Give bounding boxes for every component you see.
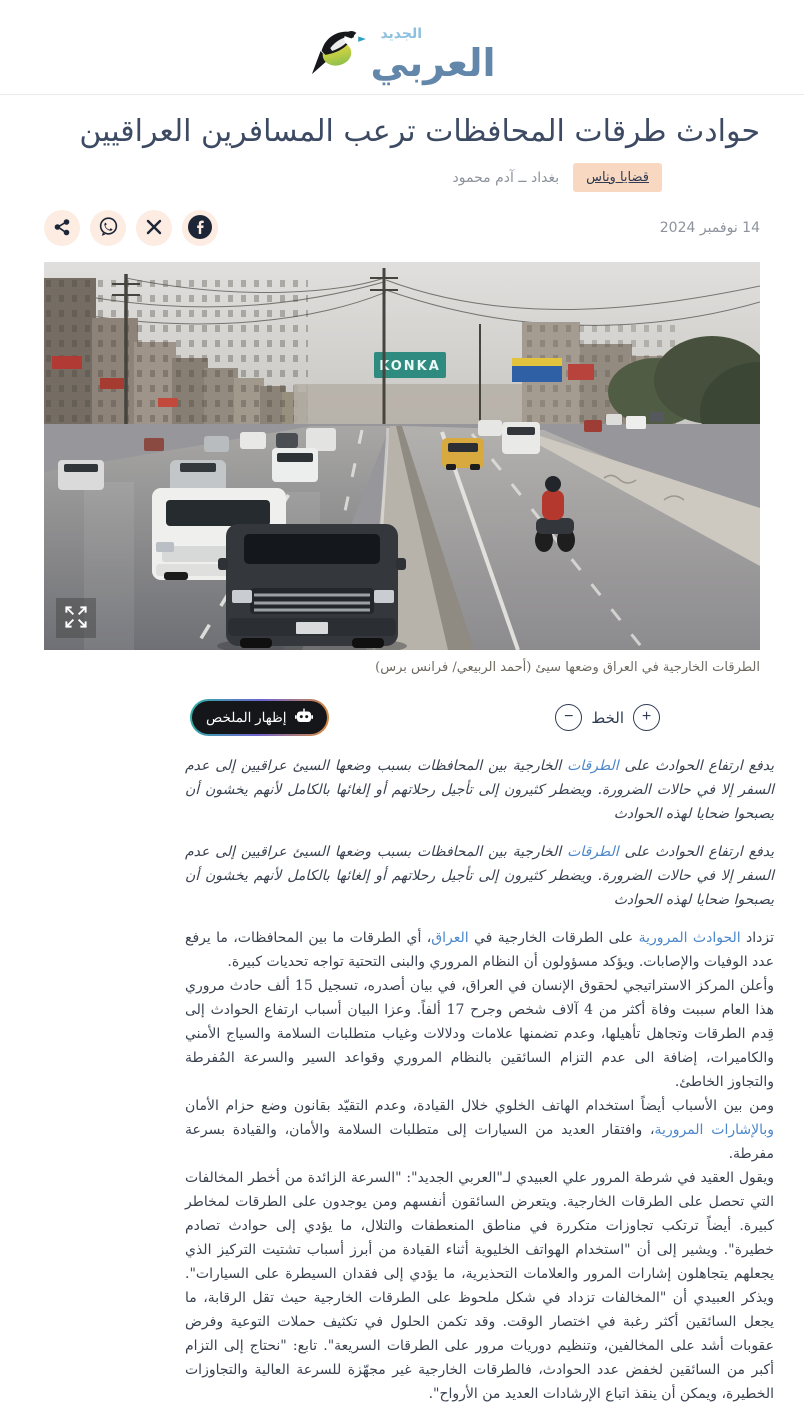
goldfinch-bird-icon [308,24,366,82]
dark-suv [217,524,407,650]
meta-row [0,163,662,192]
article [0,111,804,1406]
share-buttons [44,210,218,246]
logo-main-text: العربي [370,41,496,85]
street-photo [44,262,760,650]
inline-link[interactable]: الطرقات [567,844,619,860]
facebook-share-button[interactable] [182,210,218,246]
body-paragraph: تزداد الحوادث المرورية على الطرقات الخارجية في العراق، أي الطرقات ما بين المحافظات، ما يرفع عدد الوفيات والإصابات. ويؤكد مسؤولون أن النظام المروري والبنى التحتية تواجه تحديات كبيرة. [185,930,774,970]
fullscreen-expand-icon [62,603,90,634]
lead-paragraph: يدفع ارتفاع الحوادث على الطرقات الخارجية بين المحافظات بسبب وضعها السيئ عراقيين إلى عدم السفر إلا في حالات الضرورة. ويضطر كثيرون إلى تأجيل رحلاتهم أو إلغائها بالكامل لأنهم يخشون أن يصبحوا ضحايا لهذه الحوادث [185,844,774,908]
font-size-control [555,704,660,731]
logo-wordmark [370,26,496,85]
inline-link[interactable]: وبالإشارات المرورية [654,1122,774,1138]
summary-button-border [190,699,329,736]
inline-link[interactable]: الطرقات [567,758,619,774]
x-icon [144,217,164,240]
share-icon [51,216,73,241]
lead-paragraph: يدفع ارتفاع الحوادث على الطرقات الخارجية بين المحافظات بسبب وضعها السيئ عراقيين إلى عدم السفر إلا في حالات الضرورة. ويضطر كثيرون إلى تأجيل رحلاتهم أو إلغائها بالكامل لأنهم يخشون أن يصبحوا ضحايا لهذه الحوادث [185,758,774,822]
site-logo[interactable] [308,24,496,85]
show-summary-button[interactable] [192,701,327,734]
article-image [44,262,760,650]
logo-sub-text: الجديد [380,26,423,42]
body-paragraph: ويقول العقيد في شرطة المرور علي العبيدي لـ"العربي الجديد": "السرعة الزائدة من أخطر المخالفات التي تحصل على الطرقات الخارجية. ويتعرض السائقون أنفسهم ومن يوجدون على الطرقات لمخاطر كبيرة. أيضاً ترتكب تجاوزات متكررة في مناطق المنعطفات والتلال، ما يؤدي إلى حوادث تصادم خطيرة". ويشير إلى أن "استخدام الهواتف الخليوية أثناء القيادة من أبرز أسباب تشتيت التركيز الذي يجعلهم يتجاهلون إشارات المرور والعلامات التحذيرية، ما يؤدي إلى فقدان السيطرة على السيارات". ويذكر العبيدي أن "المخالفات تزداد في شكل ملحوظ على الطرقات الخارجية حيث تقل الرقابة، ما يجعل السائقين أكثر رغبة في اختصار الوقت. وقد تكمن الحلول في تكثيف حملات التوعية وفرض عقوبات أشد على المخالفين، وتنظيم دوريات مرور على الطرقات السريعة". تابع: "نحتاج إلى التزام أكبر من السائقين لخفض عدد الحوادث، فالطرقات الخارجية غير مجهّزة للسرعة العالية والتجاوزات الخطيرة، ويمكن أن ينقذ اتباع الإرشادات العديد من الأرواح". [185,1170,775,1402]
body-paragraph: ومن بين الأسباب أيضاً استخدام الهاتف الخلوي خلال القيادة، وعدم التقيّد بقانون وضع حزام الأمان وبالإشارات المرورية، وافتقار العديد من السيارات إلى متطلبات السلامة والأمان، والقيادة بسرعة مفرطة. [185,1098,774,1162]
font-size-label: الخط [591,708,624,727]
inline-link[interactable]: الحوادث المرورية [638,930,741,946]
font-decrease-button[interactable]: − [555,704,582,731]
billboard-text: KONKA [379,359,441,374]
publish-date: 14 نوفمبر 2024 [659,220,760,236]
share-button[interactable] [44,210,80,246]
page-title: حوادث طرقات المحافظات ترعب المسافرين العراقيين [79,114,760,149]
share-row [44,210,760,246]
x-share-button[interactable] [136,210,172,246]
image-expand-button[interactable] [56,598,96,638]
robot-icon [295,708,313,727]
article-body [185,754,774,1406]
whatsapp-icon [97,215,120,241]
article-controls [190,699,660,736]
body-paragraph: وأعلن المركز الاستراتيجي لحقوق الإنسان في العراق، في بيان أصدره، تسجيل 15 ألف حادث مروري هذا العام سببت وفاة أكثر من 4 آلاف شخص وجرح 17 ألفاً. وعزا البيان أسباب ارتفاع الحوادث إلى قِدم الطرقات وتجاهل تأهيلها، وعدم تضمنها علامات ودلالات وغياب متطلبات السلامة والسياج الأمني والكاميرات، إضافة الى عدم التزام السائقين بالنظام المروري وقواعد السير والسرعة المُفرطة والتجاوز الخاطئ. [185,978,775,1090]
font-increase-button[interactable]: + [633,704,660,731]
inline-link[interactable]: العراق [431,930,469,946]
site-header [0,0,804,95]
show-summary-label: إظهار الملخص [206,709,287,725]
byline: بغداد ــ آدم محمود [452,169,560,186]
category-badge[interactable]: قضايا وناس [573,163,662,192]
facebook-icon [187,214,213,243]
image-caption: الطرقات الخارجية في العراق وضعها سيئ (أحمد الربيعي/ فرانس برس) [375,660,760,675]
whatsapp-share-button[interactable] [90,210,126,246]
